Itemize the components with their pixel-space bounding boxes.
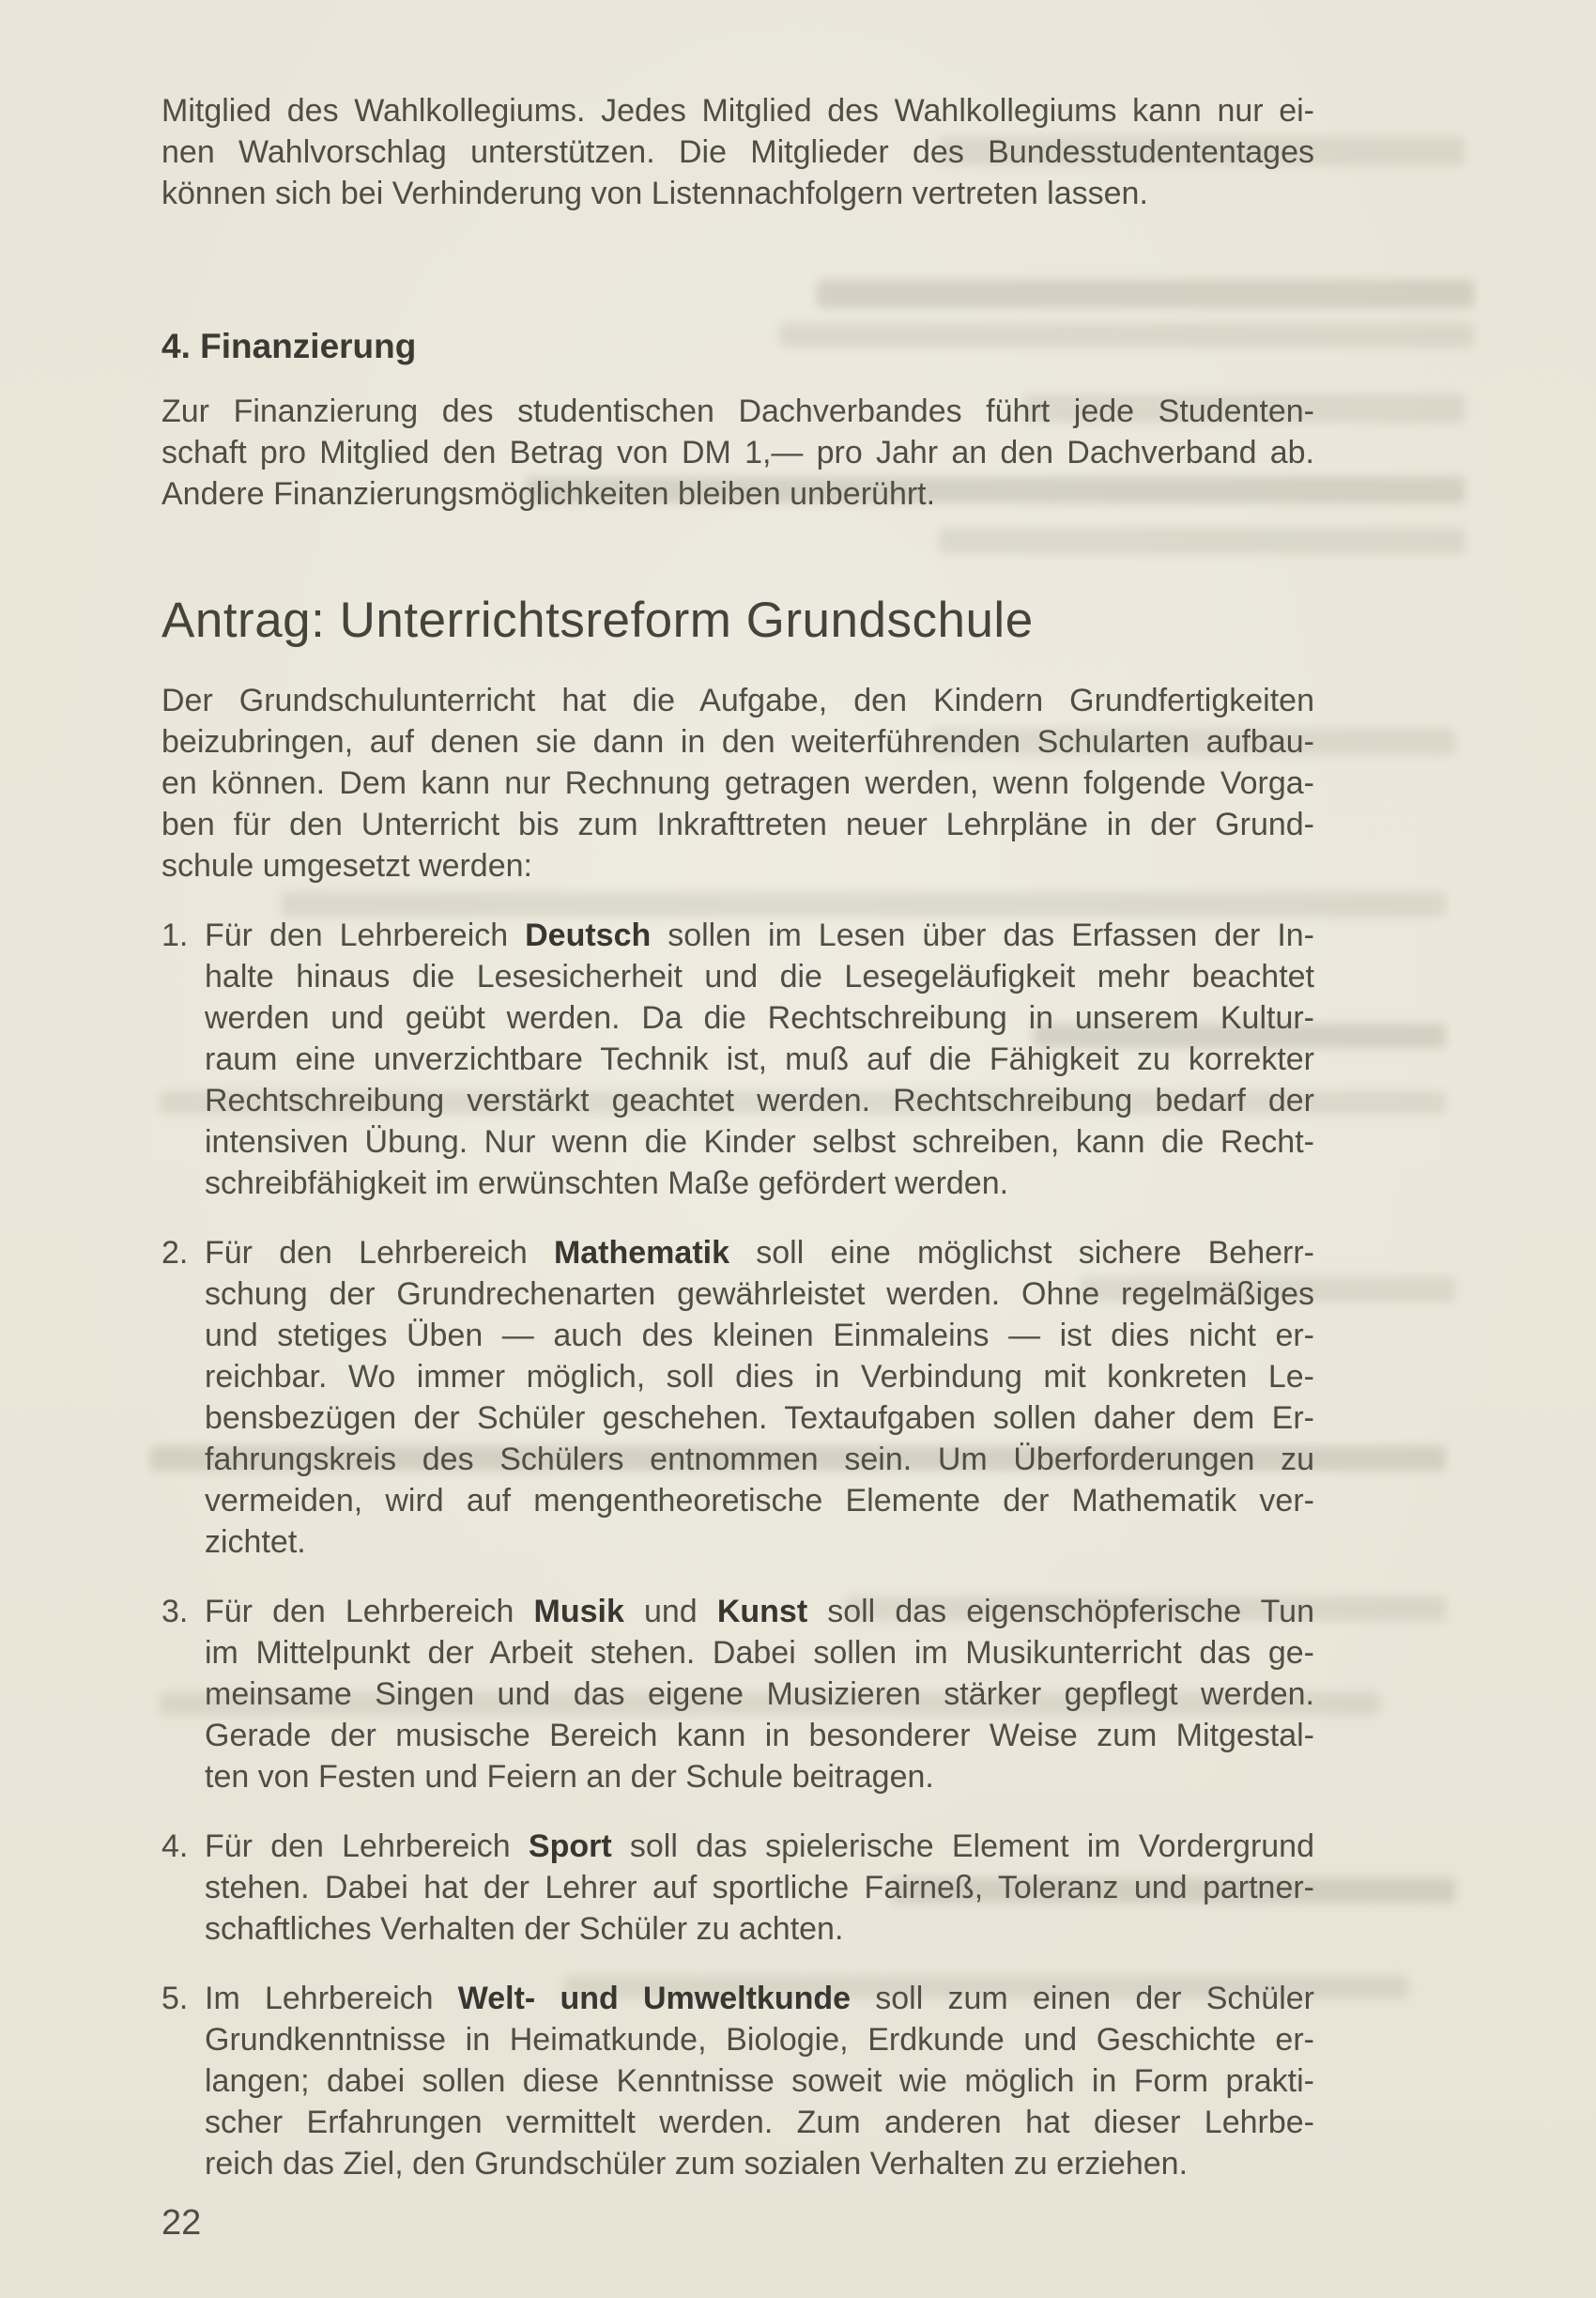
page-number: 22 <box>161 2203 202 2243</box>
list-item-text <box>205 1232 1314 1563</box>
antrag-intro-paragraph <box>161 680 1314 887</box>
text-line: Im Lehrbereich Welt- und Umweltkunde soll zum einen der Schüler <box>205 1981 1315 2016</box>
text-line: scher Erfahrungen vermittelt werden. Zum anderen hat dieser Lehrbe- <box>205 2105 1314 2140</box>
list-item <box>161 1591 1314 1797</box>
text-column <box>161 0 1314 2184</box>
text-line: Zur Finanzierung des studentischen Dachverbandes führt jede Studenten- <box>161 393 1314 429</box>
text-line: ten von Festen und Feiern an der Schule beitragen. <box>205 1759 934 1795</box>
list-item-number: 4. <box>161 1828 189 1864</box>
list-item-text <box>205 1978 1314 2184</box>
text-line: schaftliches Verhalten der Schüler zu achten. <box>205 1911 844 1947</box>
list-item <box>161 915 1314 1204</box>
text-line: beizubringen, auf denen sie dann in den weiterführenden Schularten aufbau- <box>161 724 1314 760</box>
text-line: intensiven Übung. Nur wenn die Kinder selbst schreiben, kann die Recht- <box>205 1124 1314 1160</box>
text-line: ben für den Unterricht bis zum Inkrafttreten neuer Lehrpläne in der Grund- <box>161 807 1314 842</box>
text-line: schule umgesetzt werden: <box>161 848 532 884</box>
section-heading-finanzierung: 4. Finanzierung <box>161 327 417 365</box>
list-item-text <box>205 915 1314 1204</box>
text-line: bensbezügen der Schüler geschehen. Textaufgaben sollen daher dem Er- <box>205 1400 1314 1436</box>
list-item <box>161 1232 1314 1563</box>
list-item-number: 5. <box>161 1981 189 2016</box>
text-line: im Mittelpunkt der Arbeit stehen. Dabei sollen im Musikunterricht das ge- <box>205 1635 1314 1671</box>
text-line: nen Wahlvorschlag unterstützen. Die Mitglieder des Bundesstudententages <box>161 134 1314 170</box>
text-line: zichtet. <box>205 1524 306 1560</box>
text-line: schaft pro Mitglied den Betrag von DM 1,— pro Jahr an den Dachverband ab. <box>161 435 1314 470</box>
list-item-number: 1. <box>161 918 189 953</box>
list-item <box>161 1826 1314 1950</box>
text-line: Andere Finanzierungsmöglichkeiten bleiben unberührt. <box>161 476 936 512</box>
text-line: Für den Lehrbereich Sport soll das spielerische Element im Vordergrund <box>205 1828 1314 1864</box>
text-line: und stetiges Üben — auch des kleinen Einmaleins — ist dies nicht er- <box>205 1318 1314 1353</box>
text-line: fahrungskreis des Schülers entnommen sein. Um Überforderungen zu <box>205 1442 1314 1477</box>
text-line: Für den Lehrbereich Musik und Kunst soll das eigenschöpferische Tun <box>205 1594 1314 1629</box>
text-line: en können. Dem kann nur Rechnung getragen werden, wenn folgende Vorga- <box>161 765 1314 801</box>
text-line: raum eine unverzichtbare Technik ist, muß auf die Fähigkeit zu korrekter <box>205 1041 1314 1077</box>
text-line: Für den Lehrbereich Deutsch sollen im Lesen über das Erfassen der In- <box>205 918 1314 953</box>
list-item-text <box>205 1826 1314 1950</box>
text-line: vermeiden, wird auf mengentheoretische Elemente der Mathematik ver- <box>205 1483 1314 1519</box>
text-line: können sich bei Verhinderung von Listennachfolgern vertreten lassen. <box>161 176 1148 211</box>
list-item-number: 2. <box>161 1235 189 1271</box>
text-line: Gerade der musische Bereich kann in besonderer Weise zum Mitgestal- <box>205 1718 1314 1753</box>
list-item-number: 3. <box>161 1594 189 1629</box>
text-line: halte hinaus die Lesesicherheit und die Lesegeläufigkeit mehr beachtet <box>205 959 1314 995</box>
text-line: reich das Ziel, den Grundschüler zum sozialen Verhalten zu erziehen. <box>205 2146 1189 2182</box>
text-line: werden und geübt werden. Da die Rechtschreibung in unserem Kultur- <box>205 1000 1314 1036</box>
text-line: Der Grundschulunterricht hat die Aufgabe, den Kindern Grundfertigkeiten <box>161 683 1314 718</box>
continuation-paragraph <box>161 90 1314 214</box>
finanzierung-paragraph <box>161 391 1314 515</box>
text-line: meinsame Singen und das eigene Musizieren stärker gepflegt werden. <box>205 1676 1314 1712</box>
text-line: Grundkenntnisse in Heimatkunde, Biologie, Erdkunde und Geschichte er- <box>205 2022 1314 2058</box>
text-line: Für den Lehrbereich Mathematik soll eine möglichst sichere Beherr- <box>205 1235 1314 1271</box>
text-line: schreibfähigkeit im erwünschten Maße gefördert werden. <box>205 1165 1009 1201</box>
text-line: stehen. Dabei hat der Lehrer auf sportliche Fairneß, Toleranz und partner- <box>205 1870 1314 1905</box>
antrag-heading: Antrag: Unterrichtsreform Grundschule <box>161 593 1034 648</box>
text-line: reichbar. Wo immer möglich, soll dies in Verbindung mit konkreten Le- <box>205 1359 1314 1395</box>
text-line: Mitglied des Wahlkollegiums. Jedes Mitglied des Wahlkollegiums kann nur ei- <box>161 93 1314 129</box>
text-line: Rechtschreibung verstärkt geachtet werden. Rechtschreibung bedarf der <box>205 1083 1314 1118</box>
text-line: langen; dabei sollen diese Kenntnisse soweit wie möglich in Form prakti- <box>205 2063 1314 2099</box>
list-item-text <box>205 1591 1314 1797</box>
list-item <box>161 1978 1314 2184</box>
text-line: schung der Grundrechenarten gewährleistet werden. Ohne regelmäßiges <box>205 1276 1314 1312</box>
